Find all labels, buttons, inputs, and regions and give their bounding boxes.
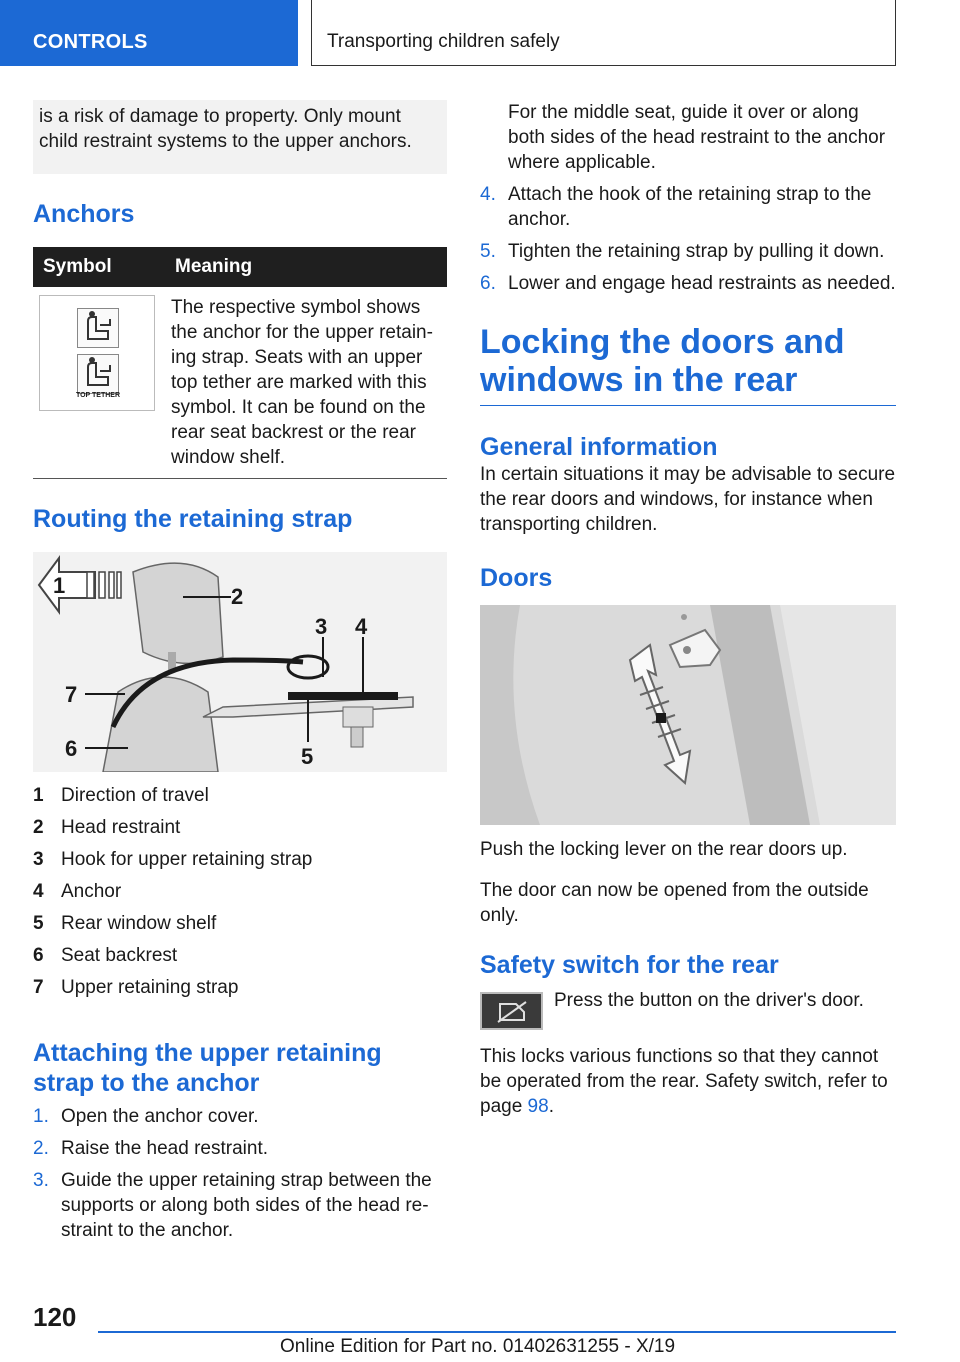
right-column: [480, 100, 896, 1119]
table-header-symbol: Symbol: [33, 247, 165, 287]
safety-button-row: [480, 988, 896, 1030]
window-lock-button-icon: [480, 992, 543, 1030]
legend-item: 4 Anchor: [33, 881, 122, 902]
step-item: 6. Lower and engage head restraints as needed.: [480, 273, 896, 294]
top-tether-symbol-icon: [39, 295, 155, 411]
symbol-cell: [33, 287, 165, 479]
figure-label-2: 2: [231, 584, 244, 609]
note-text: is a risk of damage to property. Only mount child restraint systems to the upper anchors.: [39, 106, 412, 152]
safety-button-text: Press the button on the driver's door.: [554, 990, 864, 1011]
anchors-table: [33, 247, 447, 479]
safety-heading: Safety switch for the rear: [480, 951, 779, 979]
figure-label-6: 6: [65, 736, 78, 761]
routing-heading: Routing the retaining strap: [33, 505, 353, 533]
section-tab: CONTROLS: [0, 0, 298, 66]
symbol-caption: TOP TETHER: [75, 392, 121, 399]
general-text: In certain situations it may be advisable to secure the rear doors and windows, for instance when transporting children.: [480, 464, 896, 535]
legend-item: 2 Head restraint: [33, 817, 181, 838]
step-continuation: For the middle seat, guide it over or along both sides of the head restraint to the anchor where applicable.: [508, 102, 886, 173]
doors-text-2: The door can now be opened from the outside only.: [480, 880, 869, 926]
table-row: [33, 287, 447, 479]
table-header-meaning: Meaning: [165, 247, 447, 287]
step-item: 2. Raise the head restraint.: [33, 1138, 269, 1159]
page-number: 120: [33, 1302, 77, 1332]
note-box: [33, 100, 447, 174]
anchors-heading: Anchors: [33, 200, 135, 228]
legend-item: 1 Direction of travel: [33, 785, 209, 806]
legend-item: 7 Upper retaining strap: [33, 977, 239, 998]
page-title: Transporting children safely: [311, 0, 896, 66]
attach-steps: [33, 1104, 447, 1243]
step-item: 1. Open the anchor cover.: [33, 1106, 259, 1127]
routing-figure: [33, 552, 447, 772]
safety-text: This locks various functions so that they cannot be operated from the rear. Safety switch, refer to page 98.: [480, 1046, 888, 1117]
footer-rule: [98, 1331, 896, 1333]
child-seat-anchor-icon: [77, 308, 119, 348]
main-heading: Locking the doors and windows in the rear: [480, 323, 896, 406]
legend-item: 3 Hook for upper retaining strap: [33, 849, 313, 870]
figure-label-5: 5: [301, 744, 314, 769]
attach-heading: Attaching the upper retaining strap to the anchor: [33, 1039, 382, 1097]
figure-label-3: 3: [315, 614, 328, 639]
footer-edition: Online Edition for Part no. 01402631255 - X/19: [280, 1336, 676, 1357]
figure-label-7: 7: [65, 682, 78, 707]
figure-label-1: 1: [53, 573, 66, 598]
figure-label-4: 4: [355, 614, 368, 639]
door-lock-figure: [480, 605, 896, 825]
figure-legend: [33, 780, 447, 1004]
legend-item: 6 Seat backrest: [33, 945, 178, 966]
legend-item: 5 Rear window shelf: [33, 913, 217, 934]
step-item: 4. Attach the hook of the retaining strap to the anchor.: [480, 184, 872, 230]
doors-heading: Doors: [480, 564, 553, 592]
general-heading: General information: [480, 433, 718, 461]
step-item: 5. Tighten the retaining strap by pulling it down.: [480, 241, 885, 262]
step-item: 3. Guide the upper retaining strap between the supports or along both sides of the head re-straint to the anchor.: [33, 1170, 432, 1241]
doors-text-1: Push the locking lever on the rear doors up.: [480, 839, 848, 860]
left-column: [33, 100, 447, 1250]
page-link[interactable]: 98: [527, 1096, 549, 1117]
attach-steps-continued: [480, 100, 896, 296]
meaning-cell: The respective symbol shows the anchor for the upper retain-ing strap. Seats with an upper top tether are marked with this symbol. It can be found on the rear seat backrest or the rear window shelf.: [165, 287, 447, 479]
